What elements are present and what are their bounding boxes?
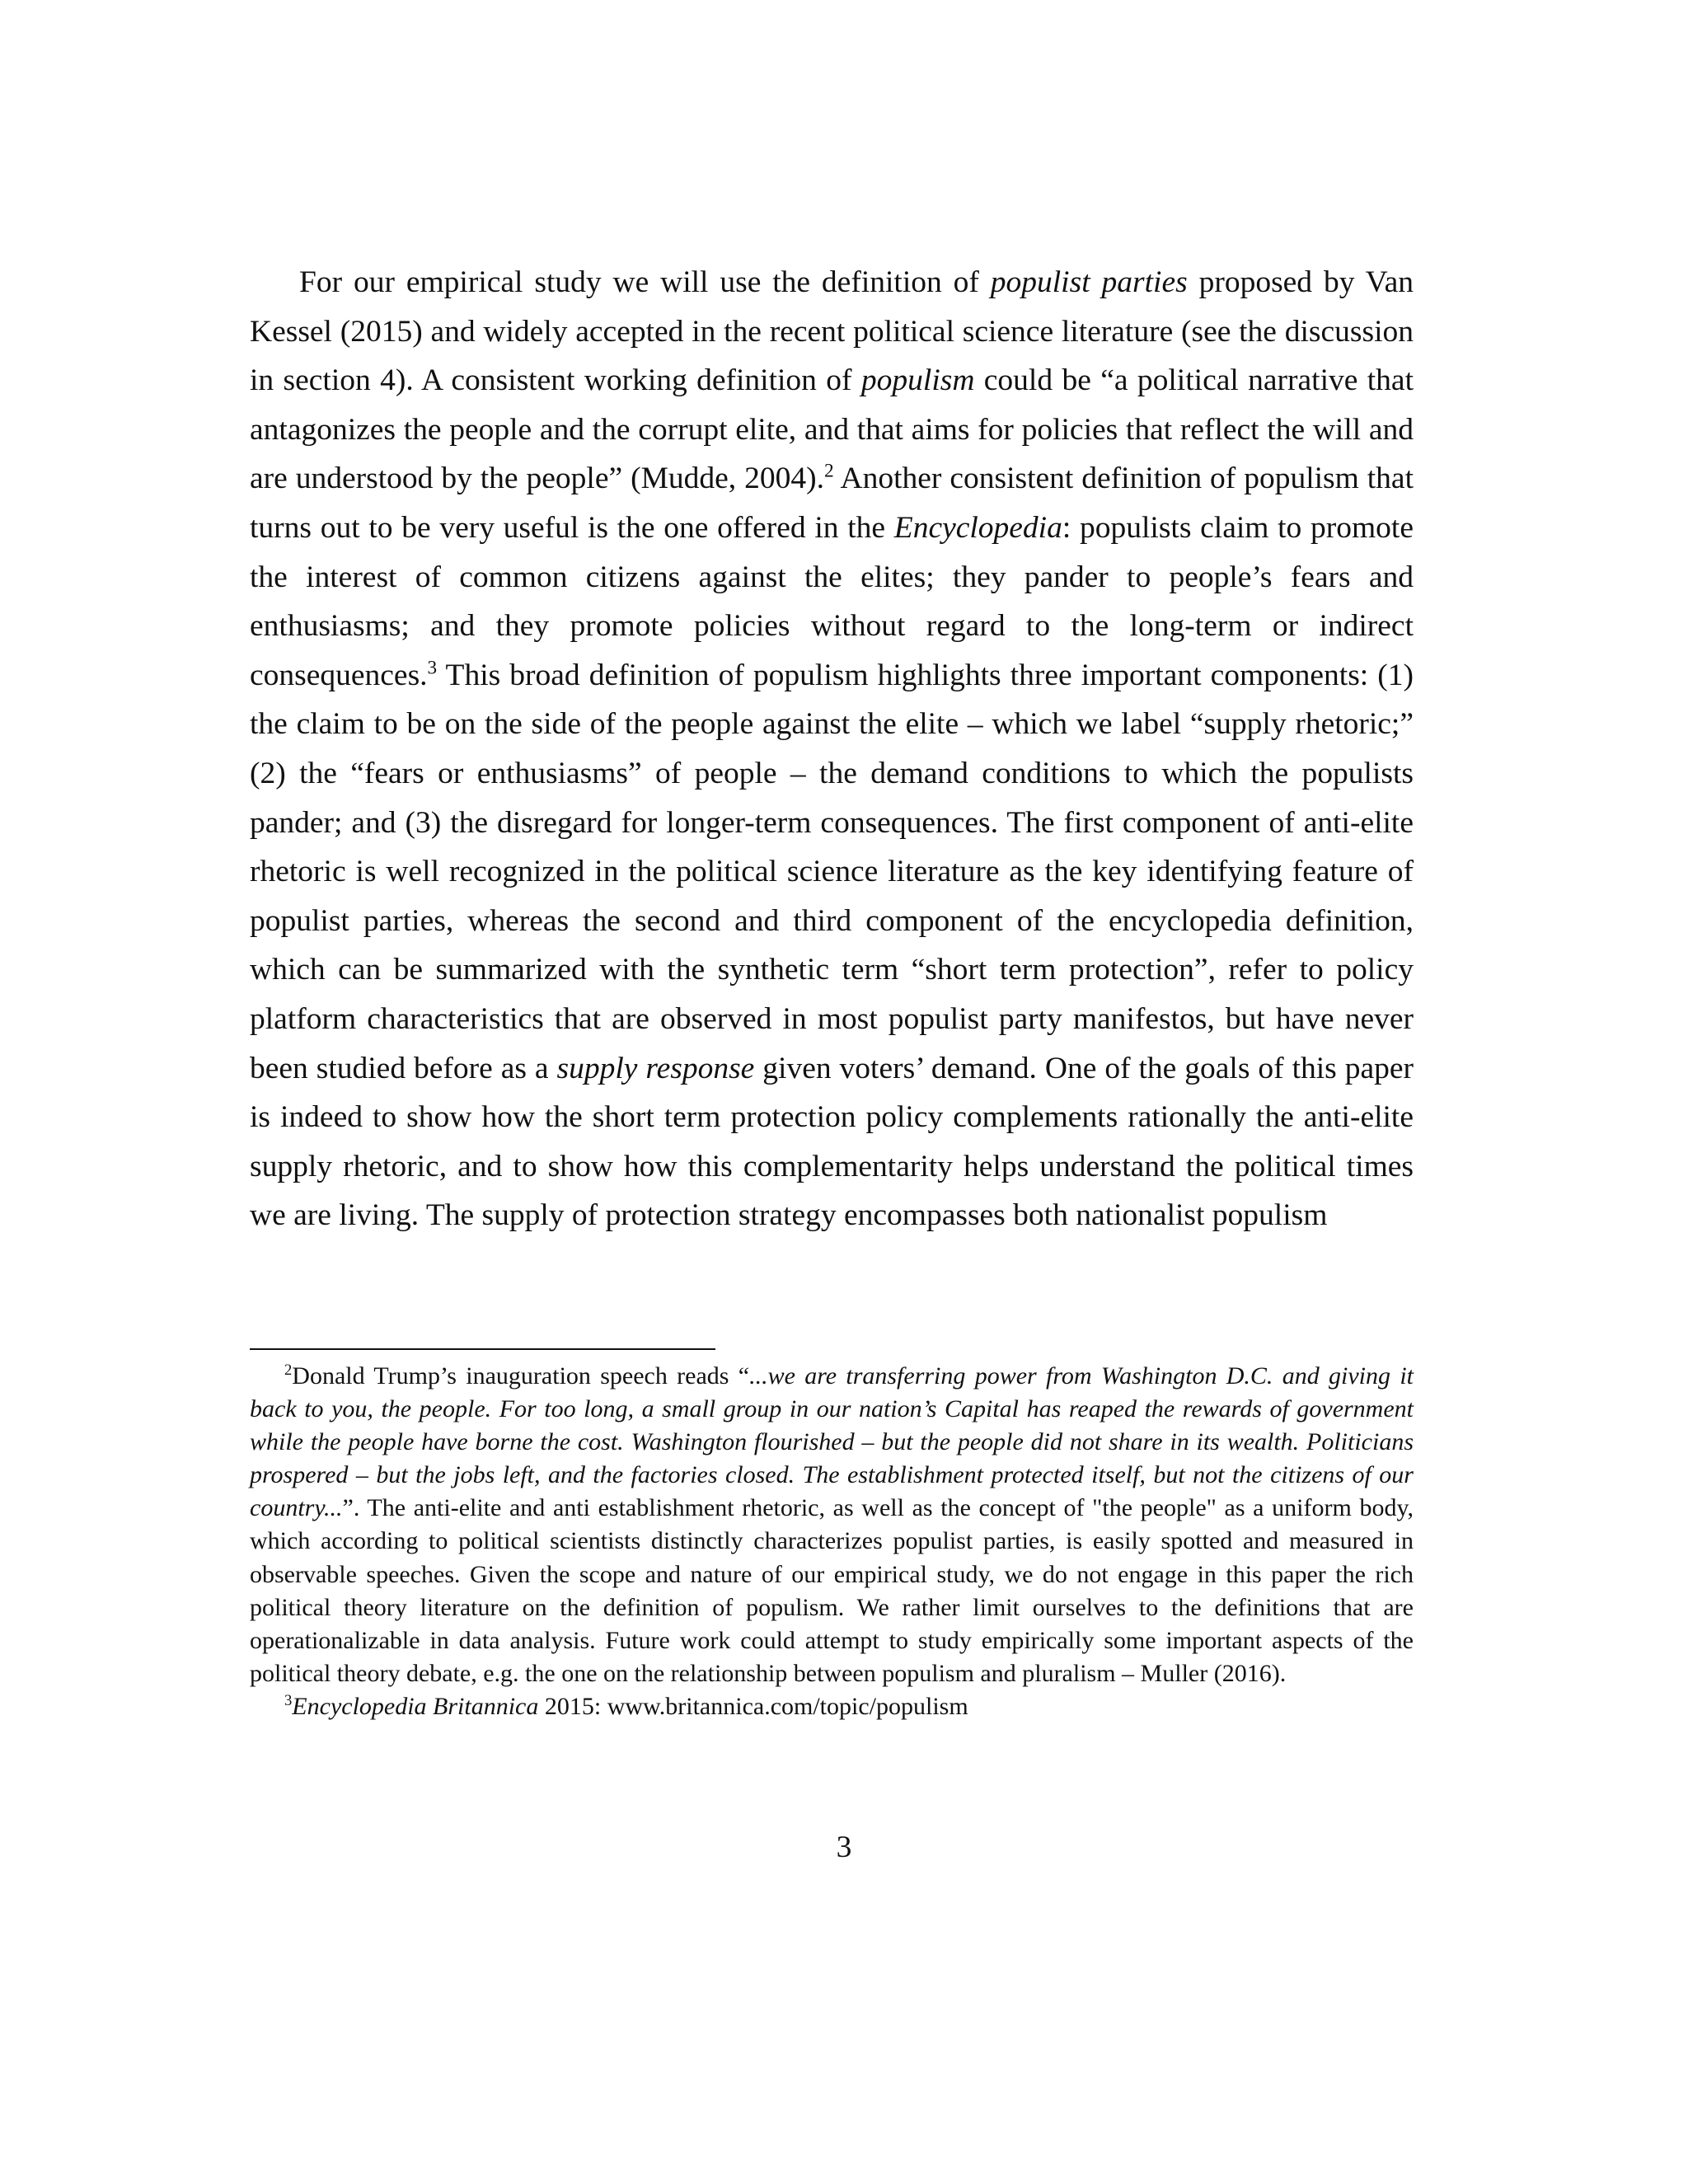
footnote-3 xyxy=(250,1690,1414,1723)
text-run: ”. The anti-elite and anti establishment rhetoric, as well as the concept of "the people" as a uniform body, which according to political scientists distinctly characterizes populist parties, is easily spotted and measured in observable speeches. Given the scope and nature of our empirical study, we do not engage in this paper the rich political theory literature on the definition of populism. We rather limit ourselves to the definitions that are operationalizable in data analysis. Future work could attempt to study empirically some important aspects of the political theory debate, e.g. the one on the relationship between populism and pluralism – Muller (2016). xyxy=(250,1494,1414,1687)
text-run: For our empirical study we will use the definition of xyxy=(299,265,991,299)
page-number: 3 xyxy=(836,1830,852,1864)
body-paragraph xyxy=(250,258,1414,1240)
text-run: 2015: www.britannica.com/topic/populism xyxy=(538,1692,968,1720)
footnote-rule xyxy=(250,1348,715,1350)
text-run: proposed by Van Kessel (2015) and widely accepted in the recent political science literature (see the discussion in section 4). A consistent working definition of xyxy=(250,265,1414,398)
footnote-mark: 3 xyxy=(284,1691,293,1709)
footnote-source-title: Encyclopedia Britannica xyxy=(292,1692,539,1720)
text-run: Another consistent definition of populism that turns out to be very useful is the one offered in the xyxy=(250,462,1414,545)
text-run: This broad definition of populism highlights three important components: (1) the claim to be on the side of the people against the elite – which we label “supply rhetoric;” (2) the “fears or enthusiasms” of people – the demand conditions to which the populists pander; and (3) the disregard for longer-term consequences. The first component of anti-elite rhetoric is well recognized in the political science literature as the key identifying feature of populist parties, whereas the second and third component of the encyclopedia definition, which can be summarized with the synthetic term “short term protection”, refer to policy platform characteristics that are observed in most populist party manifestos, but have never been studied before as a xyxy=(250,658,1414,1085)
text-run: could be “a political narrative that antagonizes the people and the corrupt elite, and that aims for policies that reflect the will and are understood by the people” (Mudde, 2004). xyxy=(250,363,1414,496)
text-run: given voters’ demand. One of the goals of this paper is indeed to show how the short term protection policy complements rationally the anti-elite supply rhetoric, and to show how this complementarity helps understand the political times we are living. The supply of protection strategy encompasses both nationalist populism xyxy=(250,1051,1414,1233)
text-run: Donald Trump’s inauguration speech reads “ xyxy=(292,1362,750,1390)
footnote-quote: ...we are transferring power from Washington D.C. and giving it back to you, the people. For too long, a small group in our nation’s Capital has reaped the rewards of government while the people have borne the cost. Washington flourished – but the people did not share in its wealth. Politicians prospered – but the jobs left, and the factories closed. The establishment protected itself, but not the citizens of our country... xyxy=(250,1362,1414,1522)
footnote-mark: 2 xyxy=(284,1361,293,1379)
footnote-ref-3[interactable]: 3 xyxy=(427,657,438,679)
footnotes xyxy=(250,1360,1414,1723)
emphasis-populist-parties: populist parties xyxy=(990,265,1188,299)
emphasis-populism: populism xyxy=(860,363,975,398)
footnote-2 xyxy=(250,1360,1414,1690)
text-run: : populists claim to promote the interest of common citizens against the elites; they pander to people’s fears and enthusiasms; and they promote policies without regard to the long-term or indirect consequences. xyxy=(250,510,1414,692)
emphasis-supply-response: supply response xyxy=(556,1051,755,1085)
emphasis-encyclopedia: Encyclopedia xyxy=(893,510,1062,545)
footnote-ref-2[interactable]: 2 xyxy=(824,460,834,482)
